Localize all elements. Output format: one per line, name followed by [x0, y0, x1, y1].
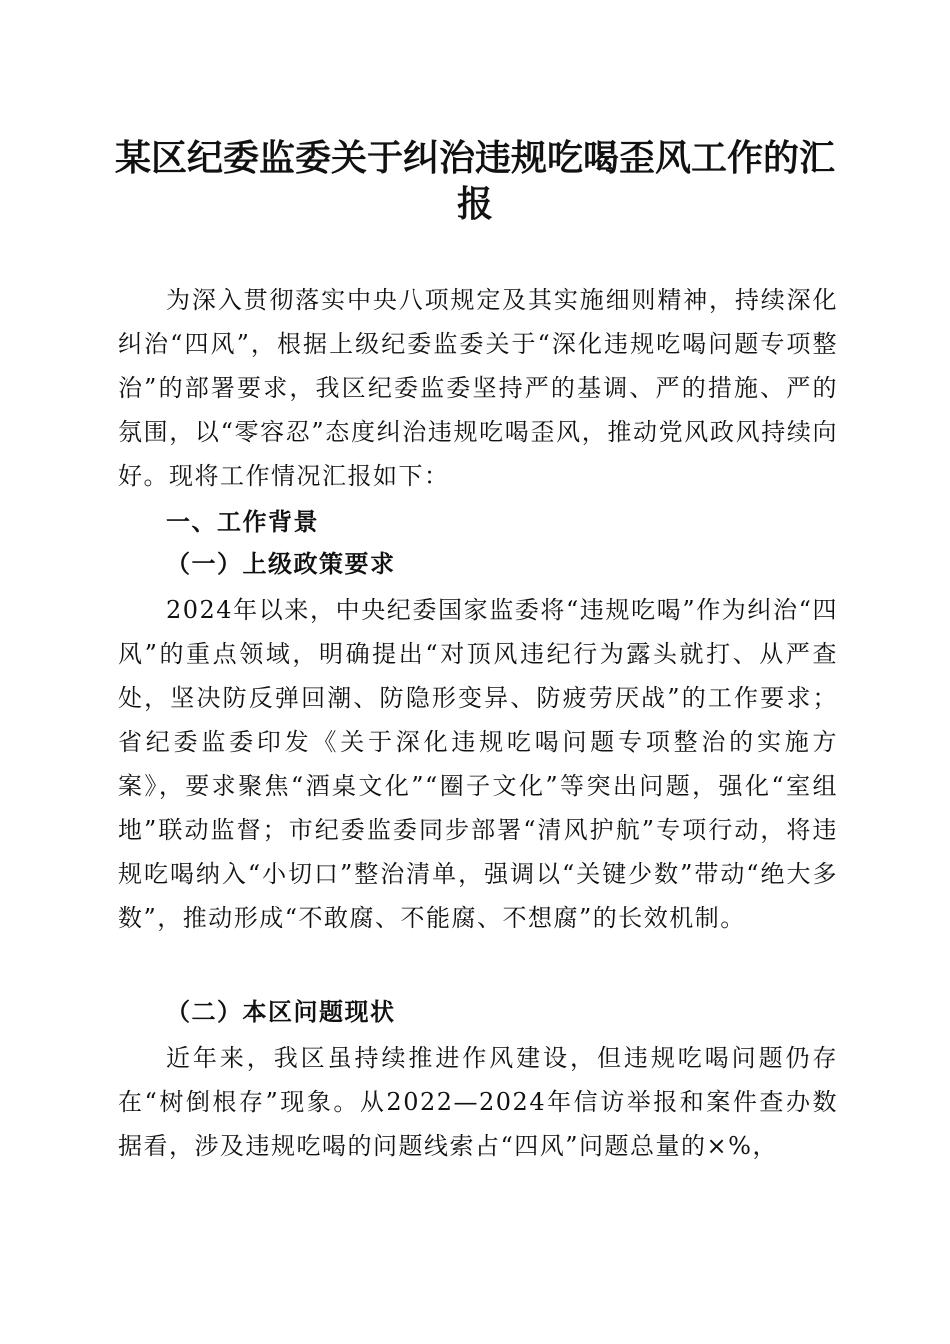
document-title-continued: 报	[456, 183, 493, 225]
subsection-heading-policy: （一）上级政策要求	[166, 549, 396, 578]
intro-paragraph: 为深入贯彻落实中央八项规定及其实施细则精神，持续深化纠治“四风”，根据上级纪委监委关于“深化违规吃喝问题专项整治”的部署要求，我区纪委监委坚持严的基调、严的措施、严的氛围，以“零容忍”态度纠治违规吃喝歪风，推动党风政风持续向好。现将工作情况汇报如下：	[118, 286, 838, 490]
document-title: 某区纪委监委关于纠治违规吃喝歪风工作的汇	[114, 137, 835, 179]
status-paragraph: 近年来，我区虽持续推进作风建设，但违规吃喝问题仍存在“树倒根存”现象。从2022—2024年信访举报和案件查办数据看，涉及违规吃喝的问题线索占“四风”问题总量的×%，	[118, 1044, 838, 1160]
section-heading-background: 一、工作背景	[166, 508, 319, 536]
policy-paragraph: 2024年以来，中央纪委国家监委将“违规吃喝”作为纠治“四风”的重点领域，明确提出“对顶风违纪行为露头就打、从严查处，坚决防反弹回潮、防隐形变异、防疲劳厌战”的工作要求；省纪委监委印发《关于深化违规吃喝问题专项整治的实施方案》，要求聚焦“酒桌文化”“圈子文化”等突出问题，强化“室组地”联动监督；市纪委监委同步部署“清风护航”专项行动，将违规吃喝纳入“小切口”整治清单，强调以“关键少数”带动“绝大多数”，推动形成“不敢腐、不能腐、不想腐”的长效机制。	[118, 596, 838, 932]
subsection-heading-status: （二）本区问题现状	[166, 997, 396, 1026]
